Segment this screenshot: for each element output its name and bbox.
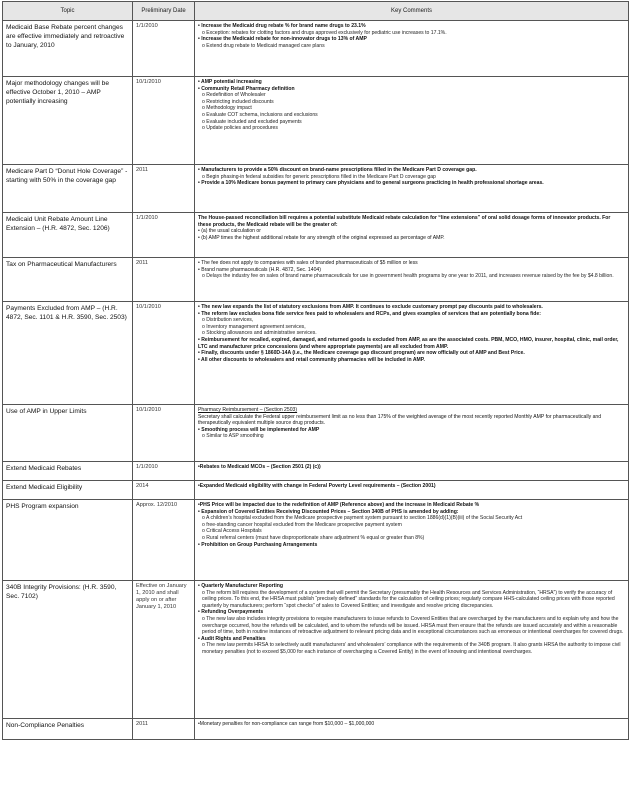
table-row [3, 581, 629, 719]
comment-line: • Audit Rights and Penalties [198, 635, 266, 642]
header-date: Preliminary Date [133, 2, 195, 21]
comment-line: o Distribution services, [202, 317, 254, 324]
key-comments-table [2, 1, 629, 740]
comment-line: o Begin phasing-in federal subsidies for generic prescriptions filled in the Medicare Part D coverage gap [202, 173, 436, 180]
comments-cell [195, 481, 629, 500]
topic-cell: PHS Program expansion [3, 500, 133, 581]
comment-line: o A children’s hospital excluded from the Medicare prospective payment system pursuant to section 1886(d)(1)(B)(iii) of the Social Security Act [202, 515, 523, 522]
comment-line: •Monetary penalties for non-compliance can range from $10,000 – $1,000,000 [198, 721, 375, 727]
comment-line: • The new law expands the list of statutory exclusions from AMP. It continues to exclude customary prompt pay discounts paid to wholesalers. [198, 304, 543, 310]
topic-cell: Payments Excluded from AMP – (H.R. 4872, Sec. 1101 & H.R. 3590, Sec. 2503) [3, 302, 133, 405]
comment-line: • Expansion of Covered Entities Receiving Discounted Prices – Section 340B of PHS is amended by adding: [198, 508, 459, 515]
comment-line: • Prohibition on Group Purchasing Arrangements [198, 541, 318, 548]
comment-line: • All other discounts to wholesalers and retail community pharmacies will be included in AMP. [198, 356, 425, 363]
comments-cell [195, 165, 629, 213]
comment-line: • Provide a 10% Medicare bonus payment to primary care physicians and to general surgeons practicing in health professional shortage areas. [198, 180, 544, 187]
comment-line: o The new law also includes integrity provisions to require manufacturers to issue refunds to Covered Entities that are overcharged by the manufacturers and to explain why and how the overcharge occurred, how the refunds will be calculated, and to whom the refunds will be issued. HRSA must then ensure that the refunds are issued accurately and within a reasonable period of time, both in routine instances of retroactive adjustment to relevant pricing data and in exceptional circumstances such as erroneous or intentional overcharges for covered drugs. [202, 615, 624, 636]
table-row [3, 405, 629, 462]
comment-line: o The new law permits HRSA to selectively audit manufacturers’ and wholesalers’ compliance with the requirements of the 340B program. It also grants HRSA the authority to impose civil monetary penalties (not to exceed $5,000 for each instance of overcharging a Covered Entity) in the event of knowing and intentional overcharges. [202, 642, 621, 655]
comment-line: o Similar to ASP smoothing [202, 433, 264, 440]
topic-cell: Medicare Part D “Donut Hole Coverage” - starting with 50% in the coverage gap [3, 165, 133, 213]
table-row [3, 719, 629, 740]
comment-line: o Stocking allowances and administrative services. [202, 330, 317, 337]
comment-line: • Increase the Medicaid rebate for non-innovator drugs to 13% of AMP [198, 36, 367, 43]
comment-line: • Brand name pharmaceuticals (H.R. 4872, Sec. 1404) [198, 266, 321, 273]
comment-line: • Increase the Medicaid drug rebate % for brand name drugs to 23.1% [198, 23, 366, 29]
topic-cell: Major methodology changes will be effective October 1, 2010 – AMP potentially increasing [3, 77, 133, 165]
comments-cell [195, 500, 629, 581]
date-cell: 1/1/2010 [133, 21, 195, 77]
comments-cell [195, 213, 629, 258]
comment-line: o Inventory management agreement services, [202, 323, 306, 330]
date-cell: Approx. 12/2010 [133, 500, 195, 581]
date-cell: 10/1/2010 [133, 302, 195, 405]
comment-line: •PHS Price will be impacted due to the redefinition of AMP (Reference above) and the increase in Medicaid Rebate % [198, 502, 480, 508]
comment-line: • Finally, discounts under § 1860D-14A (i.e., the Medicare coverage gap discount program) are now officially out of AMP and Best Price. [198, 350, 525, 357]
table-row [3, 302, 629, 405]
comments-cell [195, 302, 629, 405]
comment-line: • Manufacturers to provide a 50% discount on brand-name prescriptions filled in the Medicare Part D coverage gap. [198, 167, 477, 173]
table-row [3, 165, 629, 213]
comment-line: o The reform bill requires the development of a system that will permit the Secretary (presumably the Health Resources and Services Administration, “HRSA”) to verify the accuracy of ceiling prices. To this end, the HRSA must publish “precisely defined” standards for the calculation of ceiling prices; regularly compare HHS-calculated ceiling prices with those reported quarterly by manufacturers; perform “spot checks” of sales to Covered Entities; and investigate and resolve pricing discrepancies. [202, 589, 615, 609]
comment-line: o Restricting included discounts [202, 98, 274, 105]
comment-line: • (a) the usual calculation or [198, 228, 261, 235]
topic-cell: Use of AMP in Upper Limits [3, 405, 133, 462]
date-cell: 10/1/2010 [133, 405, 195, 462]
table-row [3, 21, 629, 77]
comment-line: • AMP potential increasing [198, 79, 262, 85]
comment-line: • Refunding Overpayments [198, 609, 264, 616]
comment-line: Pharmacy Reimbursement – (Section 2503) [198, 407, 298, 413]
table-row [3, 213, 629, 258]
comment-line: The House-passed reconciliation bill requires a potential substitute Medicaid rebate calculation for “line extensions” of oral solid dosage forms of innovator products. For these products, the Medicaid rebate will be the greater of: [198, 215, 611, 228]
comment-line: o Exception: rebates for clotting factors and drugs approved exclusively for pediatric use increases to 17.1%. [202, 29, 447, 36]
table-row [3, 500, 629, 581]
comment-line: •Expanded Medicaid eligibility with change in Federal Poverty Level requirements – (Section 2001) [198, 483, 436, 489]
comment-line: • (b) AMP times the highest additional rebate for any strength of the original expressed as percentage of AMP. [198, 234, 445, 241]
table-row [3, 77, 629, 165]
comment-line: o Evaluate included and excluded payments [202, 118, 302, 125]
comment-line: • Smoothing process will be implemented for AMP [198, 426, 320, 433]
comment-line: o Methodology impact [202, 105, 252, 112]
comment-line: • Community Retail Pharmacy definition [198, 85, 295, 92]
comment-line: o Rural referral centers (must have disproportionate share adjustment % equal or greater than 8%) [202, 534, 425, 541]
table-row [3, 258, 629, 302]
comment-line: Secretary shall calculate the Federal upper reimbursement limit as no less than 175% of the weighted average of the most recently reported Monthly AMP for pharmaceutically and therapeutically equivalent multiple source drug products. [198, 413, 602, 427]
comment-line: o Delays the industry fee on sales of brand name pharmaceuticals for use in government health programs by one year to 2011, and increases revenue raised by the fee by $4.8 billion. [202, 273, 614, 280]
date-cell: 1/1/2010 [133, 213, 195, 258]
comments-cell [195, 21, 629, 77]
topic-cell: Extend Medicaid Rebates [3, 462, 133, 481]
comments-cell [195, 462, 629, 481]
comments-cell [195, 719, 629, 740]
comment-line: o Critical Access Hospitals [202, 528, 262, 535]
comment-line: • Quarterly Manufacturer Reporting [198, 583, 283, 589]
comments-cell [195, 77, 629, 165]
topic-cell: Medicaid Unit Rebate Amount Line Extension – (H.R. 4872, Sec. 1206) [3, 213, 133, 258]
header-comments: Key Comments [195, 2, 629, 21]
comment-line: o Evaluate COT schema, inclusions and exclusions [202, 111, 318, 118]
comments-cell [195, 581, 629, 719]
date-cell: 1/1/2010 [133, 462, 195, 481]
table-row [3, 481, 629, 500]
comment-line: o Redefinition of Wholesaler [202, 92, 266, 99]
date-cell: 2011 [133, 719, 195, 740]
date-cell: Effective on January 1, 2010 and shall apply on or after January 1, 2010 [133, 581, 195, 719]
date-cell: 2011 [133, 165, 195, 213]
comment-line: •Rebates to Medicaid MCOs – (Section 2501 (2) (c)) [198, 464, 321, 470]
topic-cell: 340B Integrity Provisions: (H.R. 3590, Sec. 7102) [3, 581, 133, 719]
header-topic: Topic [3, 2, 133, 21]
topic-cell: Extend Medicaid Eligibility [3, 481, 133, 500]
comments-cell [195, 258, 629, 302]
table-row [3, 462, 629, 481]
comment-line: o Extend drug rebate to Medicaid managed care plans [202, 42, 325, 49]
date-cell: 10/1/2010 [133, 77, 195, 165]
topic-cell: Medicaid Base Rebate percent changes are effective immediately and retroactive to January, 2010 [3, 21, 133, 77]
comment-line: • The reform law excludes bona fide service fees paid to wholesalers and RCPs, and gives examples of services that are potentially bona fide: [198, 310, 541, 317]
comment-line: o free-standing cancer hospital excluded from the Medicare prospective payment system [202, 521, 402, 528]
topic-cell: Tax on Pharmaceutical Manufacturers [3, 258, 133, 302]
comment-line: • The fee does not apply to companies with sales of branded pharmaceuticals of $5 million or less [198, 260, 418, 266]
date-cell: 2011 [133, 258, 195, 302]
comment-line: • Reimbursement for recalled, expired, damaged, and returned goods is excluded from AMP, as are the associated costs. PBM, MCO, HMO, insurer, hospital, clinic, mail order, LTC and manufacturer price concessions (and where appropriate payments) are all excluded from AMP. [198, 336, 619, 350]
table-header-row [3, 2, 629, 21]
date-cell: 2014 [133, 481, 195, 500]
comment-line: o Update policies and procedures [202, 125, 278, 132]
comments-cell [195, 405, 629, 462]
topic-cell: Non-Compliance Penalties [3, 719, 133, 740]
